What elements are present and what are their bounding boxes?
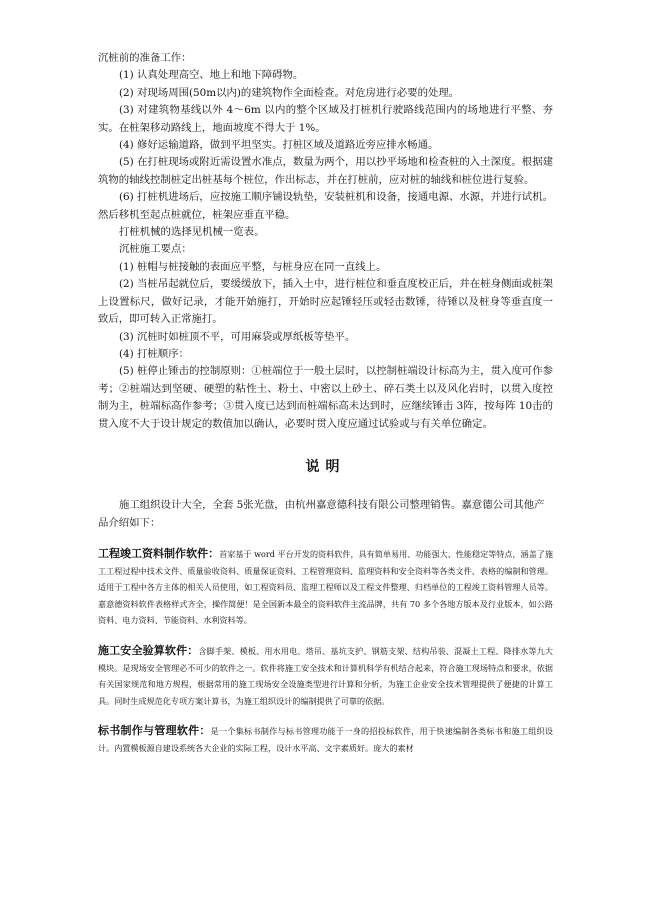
section-title: 说明 (305, 458, 346, 475)
product-name: 工程竣工资料制作软件： (98, 546, 220, 560)
point-item: (3) 沉桩时如桩顶不平，可用麻袋或厚纸板等垫平。 (119, 330, 356, 343)
product-description (98, 643, 553, 709)
point-item: (1) 桩帽与桩接触的表面应平整，与桩身应在同一直线上。 (119, 260, 387, 273)
prep-item: (6) 打桩机进场后，应按施工顺序铺设轨垫，安装桩机和设备，接通电源、水源，并进行试机。然后移机至起点桩就位，桩架应垂直平稳。 (98, 191, 553, 221)
prep-item: (4) 修好运输道路，做到平坦坚实。打桩区域及道路近旁应排水畅通。 (119, 139, 439, 152)
prep-item: (2) 对现场周围(50m以内)的建筑物作全面检查。对危房进行必要的处理。 (119, 86, 460, 99)
page-content (98, 50, 553, 770)
points-heading: 沉桩施工要点： (119, 243, 192, 256)
point-item: (2) 当桩吊起就位后，要缓缓放下，插入土中，进行桩位和垂直度校正后，并在桩身侧面或桩架上设置标尺，做好记录，才能开始施打，开始时应起锤轻压或轻击数锤，待锤以及桩身等垂直度一致后，即可转入正常施打。 (98, 278, 553, 326)
intro-paragraph: 施工组织设计大全，全套 5张光盘，由杭州嘉意德科技有限公司整理销售。嘉意德公司其他产品介绍如下： (98, 498, 545, 529)
product-name: 标书制作与管理软件： (98, 724, 211, 738)
prep-item: (5) 在打桩现场或附近需设置水准点，数量为两个，用以抄平场地和检查桩的入土深度。根据建筑物的轴线控制桩定出桩基每个桩位，作出标志，并在打桩前，应对桩的轴线和桩位进行复验。 (98, 156, 553, 186)
product-description (98, 723, 553, 756)
point-item: (4) 打桩顺序： (119, 347, 189, 360)
product-description (98, 546, 553, 629)
pile-construction-section (98, 50, 553, 433)
product-text: 首家基于 word 平台开发的资料软件，具有简单易用、功能强大、性能稳定等特点，涵盖了施工工程过程中技术文件、质量验收资料、质量保证资料、工程管理资料、监理资料和安全资料等各类文件、表格的编制和管理。适用于工程中各方主体的相关人员使用，如工程资料员、监理工程师以及工程文件整理、归档单位的工程竣工资料管理人员等。嘉意德资料软件表格样式齐全，操作简便！是全国新本最全的资料软件主流品牌，共有 70 多个各地方版本及行业版本，如公路资料、电力资料、节能资料、水利资料等。 (98, 548, 554, 626)
machine-note: 打桩机械的选择见机械一览表。 (119, 226, 265, 239)
product-name: 施工安全验算软件： (98, 643, 199, 657)
prep-item: (3) 对建筑物基线以外 4～6m 以内的整个区域及打桩机行驶路线范围内的场地进行平整、夯实。在桩架移动路线上，地面坡度不得大于 1%。 (98, 104, 553, 134)
product-text: 含脚手架、模板、用水用电、塔吊、基坑支护、钢筋支架、结构吊装、混凝土工程、降排水等九大模块。是现场安全管理必不可少的软件之一。软件将施工安全技术和计算机科学有机结合起来，符合施工现场特点和要求，依据有关国家规范和地方规程，根据常用的施工现场安全设施类型进行计算和分析，为施工企业安全技术管理提供了便捷的计算工具。同时生成规范化专项方案计算书，为施工组织设计的编制提供了可靠的依据。 (98, 645, 553, 706)
point-item: (5) 桩停止锤击的控制原则：①桩端位于一般土层时，以控制桩端设计标高为主，贯入度可作参考；②桩端达到坚硬、硬塑的粘性土、粉土、中密以上砂土、碎石类土以及风化岩时，以贯入度控制为主，桩端标高作参考；③贯入度已达到而桩端标高未达到时，应继续锤击 3阵，按每阵 10击的贯入度不大于设计规定的数值加以确认，必要时贯入度应通过试验或与有关单位确定。 (98, 365, 553, 430)
prep-item: (1) 认真处理高空、地上和地下障碍物。 (119, 69, 304, 82)
prep-heading: 沉桩前的准备工作： (98, 52, 192, 64)
product-text: 是一个集标书制作与标书管理功能于一身的招投标软件，用于快速编制各类标书和施工组织设计。内置模板源自建设系统各大企业的实际工程，设计水平高、文字素质好。庞大的素材 (98, 726, 554, 753)
